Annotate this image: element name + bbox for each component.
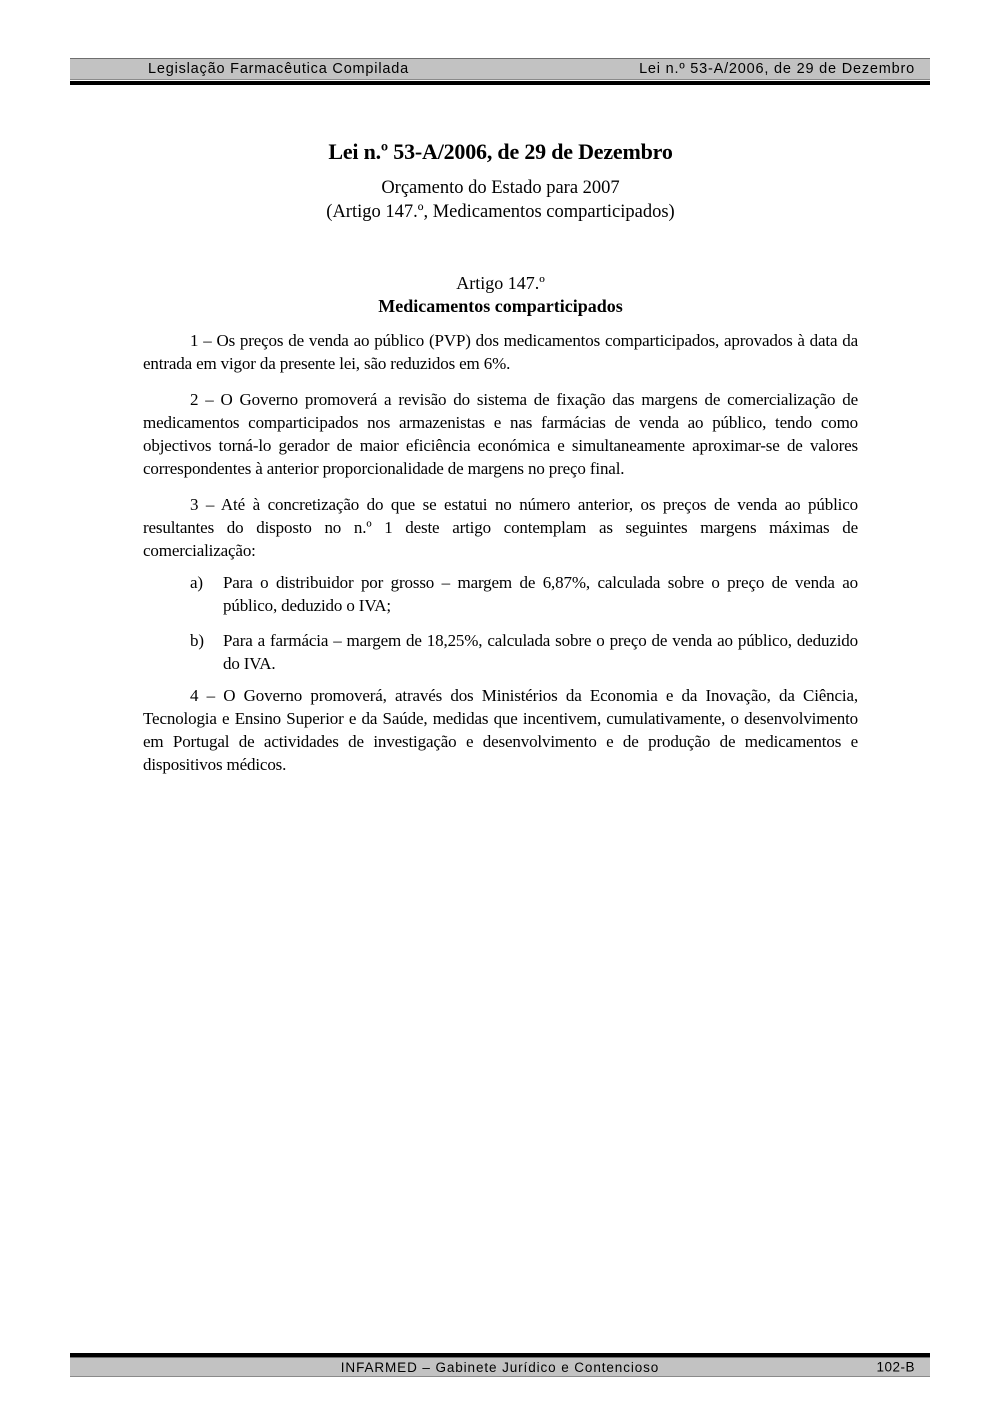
document-subtitle (143, 177, 858, 224)
paragraph-3: 3 – Até à concretização do que se estatui no número anterior, os preços de venda ao público resultantes do disposto no n.º 1 deste artigo contemplam as seguintes margens máximas de comercialização: (143, 495, 858, 560)
footer-center-text: INFARMED – Gabinete Jurídico e Contencioso (340, 1359, 660, 1375)
page-footer (70, 1353, 930, 1377)
paragraph-4: 4 – O Governo promoverá, através dos Ministérios da Economia e da Inovação, da Ciência, Tecnologia e Ensino Superior e da Saúde, medidas que incentivem, cumulativamente, o desenvolvimento em Portugal de actividades de investigação e desenvolvimento e de produção de medicamentos e dispositivos médicos. (143, 686, 858, 774)
page-header (70, 58, 930, 85)
article-number: Artigo 147.º (456, 273, 545, 293)
document-title: Lei n.º 53-A/2006, de 29 de Dezembro (328, 139, 673, 164)
list-label-b: b) (190, 631, 204, 650)
subtitle-line-2: (Artigo 147.º, Medicamentos comparticipados) (326, 201, 675, 222)
list-text-a: Para o distribuidor por grosso – margem de 6,87%, calculada sobre o preço de venda ao público, deduzido o IVA; (223, 573, 858, 615)
list-item-b (143, 629, 858, 675)
article-name: Medicamentos comparticipados (378, 296, 623, 316)
paragraph-1: 1 – Os preços de venda ao público (PVP) dos medicamentos comparticipados, aprovados à data da entrada em vigor da presente lei, são reduzidos em 6%. (143, 331, 858, 373)
list-text-b: Para a farmácia – margem de 18,25%, calculada sobre o preço de venda ao público, deduzido do IVA. (223, 631, 858, 673)
list-label-a: a) (190, 573, 203, 592)
header-bar (70, 58, 930, 80)
header-left-text: Legislação Farmacêutica Compilada (148, 61, 409, 77)
paragraph-2: 2 – O Governo promoverá a revisão do sistema de fixação das margens de comercialização de medicamentos comparticipados nos armazenistas e nas farmácias de venda ao público, tendo como objectivos torná-lo gerador de maior eficiência económica e simultaneamente aproximar-se de valores correspondentes à anterior proporcionalidade de margens no preço final. (143, 390, 858, 478)
header-rule (70, 81, 930, 85)
subtitle-line-1: Orçamento do Estado para 2007 (381, 178, 620, 198)
article-heading (143, 272, 858, 318)
footer-bar (70, 1357, 930, 1377)
header-right-text: Lei n.º 53-A/2006, de 29 de Dezembro (639, 61, 915, 77)
document-body (143, 138, 858, 789)
list-item-a (143, 571, 858, 617)
footer-page-number: 102-B (876, 1359, 915, 1375)
